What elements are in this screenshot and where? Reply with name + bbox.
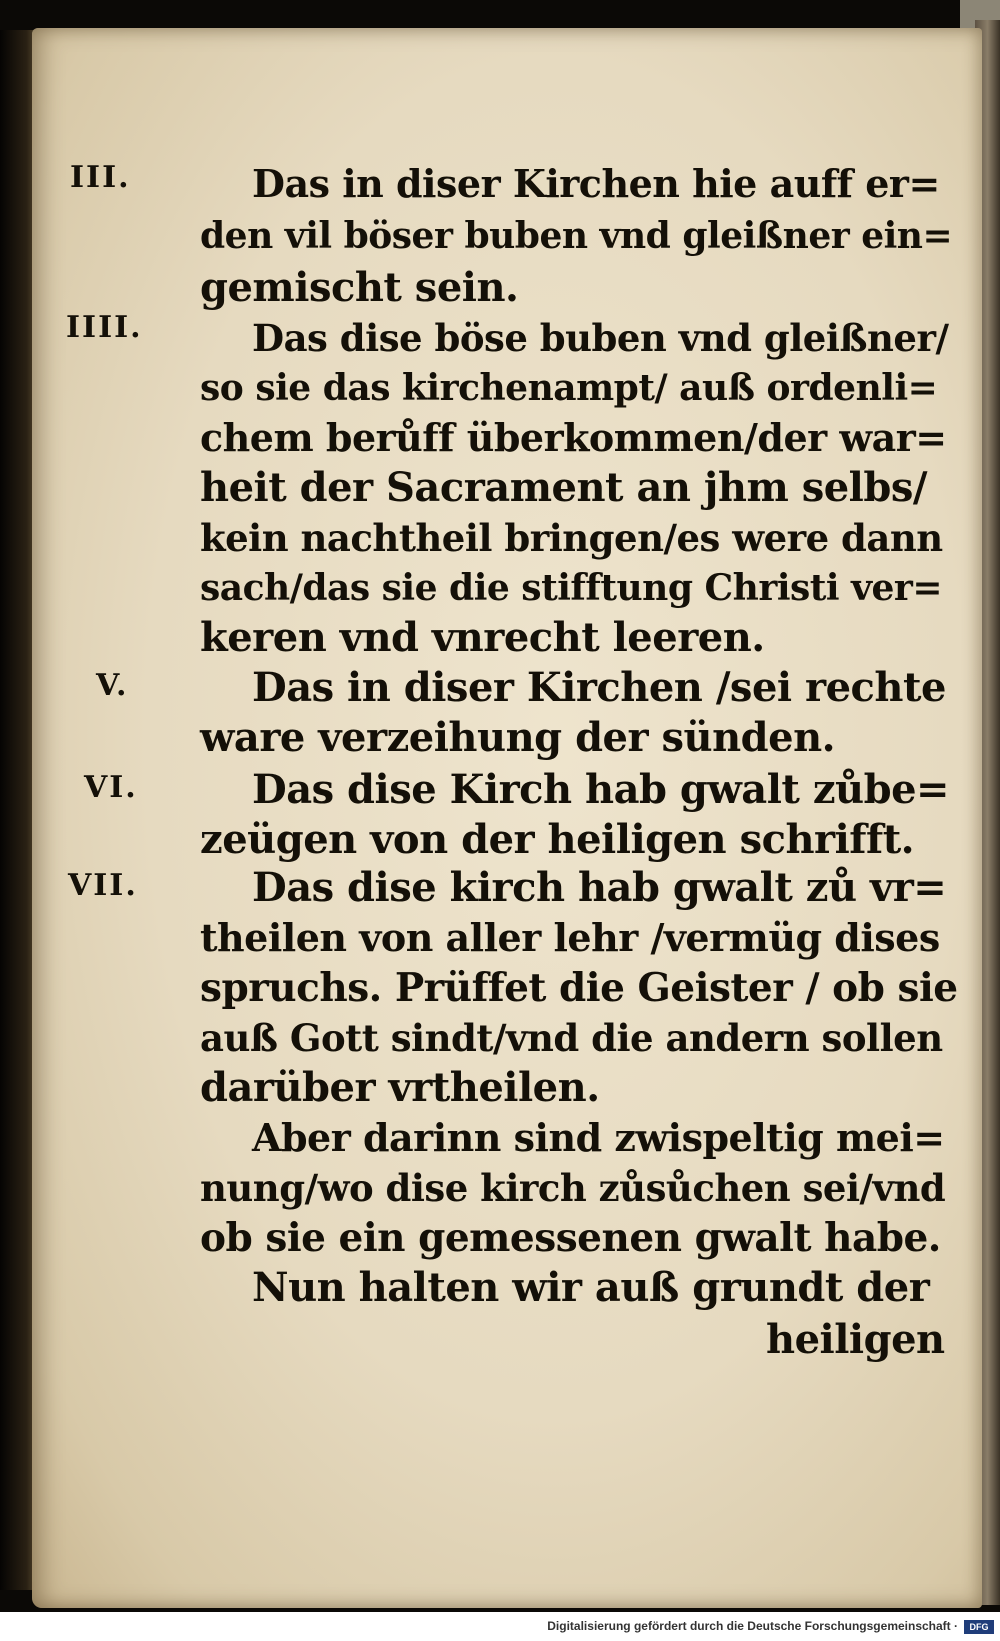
text-line: Das dise Kirch hab gwalt zůbe=	[252, 766, 950, 813]
text-line: heit der Sacrament an jhm selbs/	[200, 464, 927, 511]
text-line: den vil böser buben vnd gleißner ein=	[200, 215, 953, 257]
dfg-logo: DFG	[964, 1620, 994, 1634]
article-numeral-7: VII.	[68, 868, 138, 903]
funding-notice: Digitalisierung gefördert durch die Deutsche Forschungsgemeinschaft ·	[547, 1619, 958, 1633]
text-line: auß Gott sindt/vnd die andern sollen	[200, 1016, 943, 1060]
text-line: spruchs. Prüffet die Geister / ob sie	[200, 965, 958, 1011]
text-line: zeügen von der heiligen schrifft.	[200, 816, 915, 863]
text-line: ware verzeihung der sünden.	[200, 714, 836, 761]
text-line: Das in diser Kirchen /sei rechte	[252, 664, 946, 711]
article-numeral-5: V.	[96, 668, 129, 703]
text-line: Das dise böse buben vnd gleißner/	[252, 316, 949, 360]
text-line: Das dise kirch hab gwalt zů vr=	[252, 864, 947, 911]
text-line: Nun halten wir auß grundt der	[252, 1264, 930, 1311]
text-line: keren vnd vnrecht leeren.	[200, 614, 765, 661]
text-line: ob sie ein gemessenen gwalt habe.	[200, 1215, 941, 1261]
text-line: darüber vrtheilen.	[200, 1064, 600, 1111]
text-line: Aber darinn sind zwispeltig mei=	[252, 1115, 945, 1160]
text-line: theilen von aller lehr /vermüg dises	[200, 915, 940, 960]
text-line: nung/wo dise kirch zůsůchen sei/vnd	[200, 1166, 946, 1210]
article-numeral-6: VI.	[84, 770, 138, 805]
article-numeral-3: III.	[70, 160, 131, 195]
text-line: so sie das kirchenampt/ auß ordenli=	[200, 367, 938, 409]
footer-bar	[0, 1612, 1000, 1641]
text-line: Das in diser Kirchen hie auff er=	[252, 161, 940, 206]
catchword: heiligen	[766, 1316, 945, 1363]
text-line: sach/das sie die stifftung Christi ver=	[200, 567, 943, 609]
text-line: kein nachtheil bringen/es were dann	[200, 516, 943, 560]
text-line: chem berůff überkommen/der war=	[200, 415, 947, 460]
article-numeral-4: IIII.	[66, 310, 143, 345]
text-line: gemischt sein.	[200, 264, 519, 311]
